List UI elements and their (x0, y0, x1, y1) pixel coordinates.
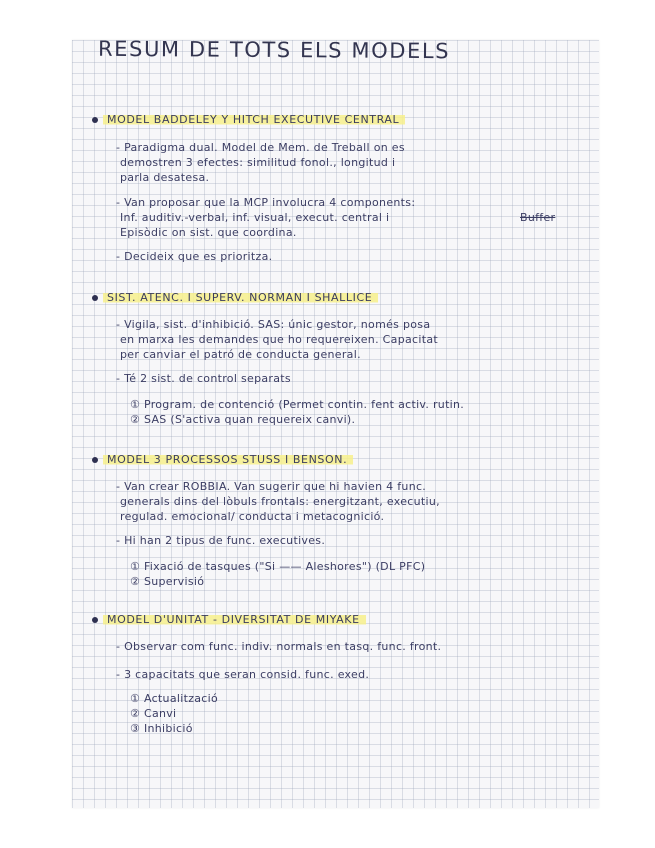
sub-item: ② Supervisió (130, 575, 205, 588)
section-heading-norman-shallice: SIST. ATENC. I SUPERV. NORMAN I SHALLICE (88, 290, 382, 305)
bullet-icon (92, 295, 98, 301)
sub-item: ① Program. de contenció (Permet contin. fent activ. rutin. (130, 398, 465, 411)
bullet-icon (92, 117, 98, 123)
bullet-icon (92, 457, 98, 463)
note-line: en marxa les demandes que ho requereixen. Capacitat (120, 333, 438, 346)
note-line: - Té 2 sist. de control separats (116, 372, 291, 385)
note-line: - Paradigma dual. Model de Mem. de Treball on es (116, 141, 405, 154)
struck-word: Buffer (520, 211, 556, 224)
note-line: parla desatesa. (120, 171, 210, 184)
page-title: RESUM DE TOTS ELS MODELS (97, 36, 451, 64)
note-line: demostren 3 efectes: similitud fonol., longitud i (120, 156, 396, 169)
note-line: - Van proposar que la MCP involucra 4 components: (116, 196, 416, 209)
note-line: Episòdic on sist. que coordina. (120, 226, 297, 239)
note-line: - Vigila, sist. d'inhibició. SAS: únic gestor, només posa (116, 318, 431, 331)
note-line: per canviar el patró de conducta general. (120, 348, 361, 361)
sub-item: ② SAS (S'activa quan requereix canvi). (130, 413, 356, 426)
note-line: Inf. auditiv.-verbal, inf. visual, execut. central i (120, 211, 390, 224)
note-line: - Hi han 2 tipus de func. executives. (116, 534, 326, 547)
sub-item: ① Actualització (130, 692, 219, 705)
note-line: - Decideix que es prioritza. (116, 250, 273, 263)
note-line: generals dins del lòbuls frontals: energitzant, executiu, (120, 495, 440, 508)
note-line: regulad. emocional/ conducta i metacognició. (120, 510, 385, 523)
note-line: - Observar com func. indiv. normals en tasq. func. front. (116, 640, 442, 653)
sub-item: ② Canvi (130, 707, 177, 720)
bullet-icon (92, 617, 98, 623)
section-heading-miyake: MODEL D'UNITAT - DIVERSITAT DE MIYAKE (88, 612, 370, 627)
sub-item: ③ Inhibició (130, 722, 193, 735)
note-line: - 3 capacitats que seran consid. func. exed. (116, 668, 370, 681)
note-line: - Van crear ROBBIA. Van sugerir que hi havien 4 func. (116, 480, 427, 493)
section-heading-stuss-benson: MODEL 3 PROCESSOS STUSS I BENSON. (88, 452, 357, 467)
section-heading-baddeley: MODEL BADDELEY Y HITCH EXECUTIVE CENTRAL (88, 112, 409, 127)
sub-item: ① Fixació de tasques ("Si —— Aleshores") (DL PFC) (130, 560, 426, 573)
